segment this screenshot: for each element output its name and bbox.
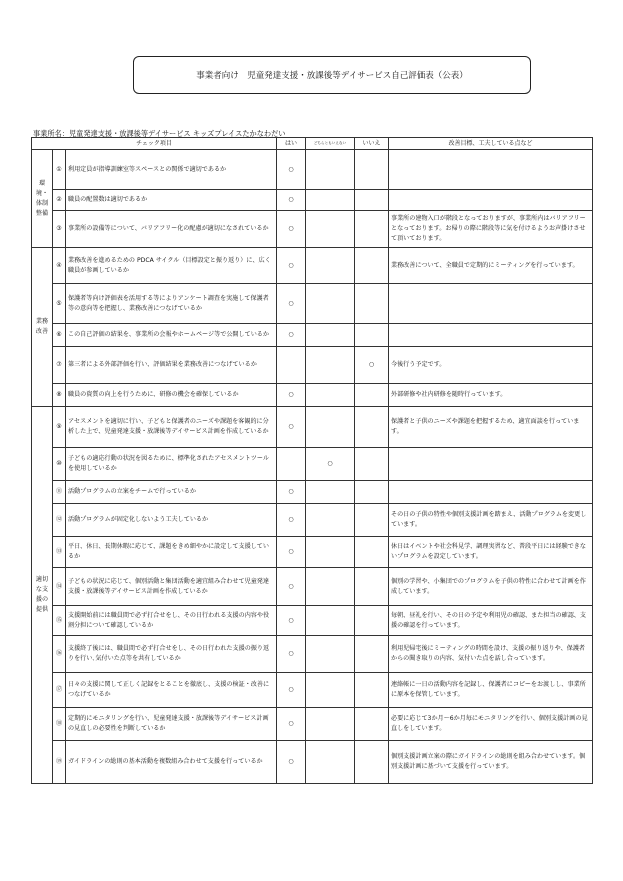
mark-no: [355, 384, 389, 407]
mark-yes: ○: [277, 481, 306, 504]
improvement-note: 個別支援計画立案の際にガイドラインの総則を組み合わせています。個別支援計画に基づいて支援を行っています。: [389, 741, 593, 784]
mark-yes: ○: [277, 504, 306, 537]
item-number: [53, 673, 66, 708]
mark-neither: [306, 606, 355, 636]
improvement-note: [389, 448, 593, 481]
check-item: ガイドラインの総則の基本活動を複数組み合わせて支援を行っているか: [66, 741, 277, 784]
mark-neither: [306, 347, 355, 384]
improvement-note: 業務改善について、全職員で定期的にミーティングを行っています。: [389, 248, 593, 284]
table-body: [32, 150, 593, 784]
improvement-note: [389, 150, 593, 190]
item-number: [53, 568, 66, 606]
item-number: [53, 190, 66, 211]
improvement-note: 休日はイベントや社会科見学、調理実習など、普段平日には経験できないプログラムを設定しています。: [389, 537, 593, 568]
mark-no: [355, 407, 389, 448]
item-number: [53, 481, 66, 504]
improvement-note: 外部研修や社内研修を随時行っています。: [389, 384, 593, 407]
mark-yes: ○: [277, 150, 306, 190]
improvement-note: [389, 324, 593, 347]
improvement-note: 今後行う予定です。: [389, 347, 593, 384]
improvement-note: [389, 190, 593, 211]
mark-yes: ○: [277, 568, 306, 606]
item-number: [53, 448, 66, 481]
item-number: [53, 150, 66, 190]
table-row: [32, 481, 593, 504]
mark-neither: [306, 481, 355, 504]
mark-yes: ○: [277, 741, 306, 784]
improvement-note: 保護者と子供のニーズや課題を把握するため、適宜面談を行っています。: [389, 407, 593, 448]
mark-no: [355, 537, 389, 568]
improvement-note: [389, 481, 593, 504]
mark-neither: [306, 384, 355, 407]
evaluation-table: [31, 137, 593, 784]
mark-yes: ○: [277, 384, 306, 407]
mark-neither: [306, 504, 355, 537]
mark-neither: [306, 211, 355, 248]
check-item: 保護者等向け評価表を活用する等によりアンケート調査を実施して保護者等の意向等を把握し、業務改善につなげているか: [66, 284, 277, 324]
mark-no: ○: [355, 347, 389, 384]
mark-neither: [306, 568, 355, 606]
mark-yes: ○: [277, 284, 306, 324]
mark-neither: [306, 190, 355, 211]
mark-yes: ○: [277, 211, 306, 248]
item-number: [53, 741, 66, 784]
mark-no: [355, 481, 389, 504]
check-item: 事業所の設備等について、バリアフリー化の配慮が適切になされているか: [66, 211, 277, 248]
check-item: この自己評価の結果を、事業所の会報やホームページ等で公開しているか: [66, 324, 277, 347]
check-item: 業務改善を進めるための PDCA サイクル（目標設定と振り返り）に、広く職員が参画しているか: [66, 248, 277, 284]
item-number-label: ③: [56, 225, 62, 232]
mark-neither: [306, 673, 355, 708]
mark-no: [355, 673, 389, 708]
mark-no: [355, 708, 389, 741]
mark-yes: ○: [277, 673, 306, 708]
mark-no: [355, 448, 389, 481]
mark-no: [355, 211, 389, 248]
mark-neither: [306, 248, 355, 284]
table-row: [32, 190, 593, 211]
mark-no: [355, 324, 389, 347]
improvement-note: 必要に応じて3か月～6か月毎にモニタリングを行い、個別支援計画の見直しをしています。: [389, 708, 593, 741]
category-environment: 環境・体制整備: [32, 150, 53, 248]
improvement-note: 連絡帳に一日の活動内容を記録し、保護者にコピーをお渡しし、事業所に原本を保管しています。: [389, 673, 593, 708]
header-check-item: チェック項目: [32, 138, 277, 150]
item-number-label: ⑬: [55, 548, 63, 555]
item-number-label: ①: [56, 165, 62, 173]
check-item: 活動プログラムが固定化しないよう工夫しているか: [66, 504, 277, 537]
mark-yes: ○: [277, 537, 306, 568]
check-item: 支援開始前には職員間で必ず打合せをし、その日行われる支援の内容や役割分担について確認しているか: [66, 606, 277, 636]
improvement-note: その日の子供の特性や個別支援計画を踏まえ、活動プログラムを変更しています。: [389, 504, 593, 537]
item-number: [53, 347, 66, 384]
mark-neither: [306, 636, 355, 673]
mark-yes: ○: [277, 708, 306, 741]
improvement-note: 事業所の建物入口が階段となっておりますが、事業所内はバリアフリーとなっております。お帰りの際に階段等に気を付けるようお声掛けさせて頂いております。: [389, 211, 593, 248]
item-number-label: ⑭: [55, 582, 63, 590]
mark-yes: ○: [277, 324, 306, 347]
item-number-label: ⑮: [55, 616, 63, 624]
item-number: [53, 636, 66, 673]
mark-yes: ○: [277, 190, 306, 211]
header-yes: はい: [277, 138, 306, 150]
mark-neither: [306, 537, 355, 568]
improvement-note: [389, 284, 593, 324]
mark-neither: [306, 708, 355, 741]
check-item: 利用定員が指導訓練室等スペースとの関係で適切であるか: [66, 150, 277, 190]
check-item: 子どもの状況に応じて、個別活動と集団活動を適宜組み合わせて児童発達支援・放課後等デイサービス計画を作成しているか: [66, 568, 277, 606]
item-number: [53, 324, 66, 347]
item-number-label: ⑪: [55, 488, 63, 495]
mark-yes: ○: [277, 248, 306, 284]
check-item: アセスメントを適切に行い、子どもと保護者のニーズや課題を客観的に分析した上で、児童発達支援・放課後等デイサービス計画を作成しているか: [66, 407, 277, 448]
check-item: 平日、休日、長期休暇に応じて、課題をきめ細やかに設定して支援しているか: [66, 537, 277, 568]
mark-yes: [277, 347, 306, 384]
table-row: [32, 248, 593, 284]
table-row: [32, 448, 593, 481]
mark-neither: [306, 407, 355, 448]
item-number-label: ②: [56, 196, 62, 203]
item-number: [53, 384, 66, 407]
document-title: 事業者向け 児童発達支援・放課後等デイサービス自己評価表（公表）: [196, 71, 468, 81]
header-neither: どちらともいえない: [306, 138, 355, 150]
category-business: 業務改善: [32, 248, 53, 407]
mark-no: [355, 150, 389, 190]
check-item: 定期的にモニタリングを行い、児童発達支援・放課後等デイサービス計画の見直しの必要性を判断しているか: [66, 708, 277, 741]
item-number-label: ⑫: [55, 516, 63, 523]
category-support: 適切な支援の提供: [32, 407, 53, 784]
improvement-note: 毎朝、昼礼を行い、その日の予定や利用児の確認、また担当の確認、支援の確認を行っています。: [389, 606, 593, 636]
item-number: [53, 284, 66, 324]
improvement-note: 個別の学習や、小集団でのプログラムを子供の特性に合わせて計画を作成しています。: [389, 568, 593, 606]
table-row: [32, 211, 593, 248]
mark-neither: [306, 150, 355, 190]
item-number: [53, 606, 66, 636]
check-item: 第三者による外部評価を行い、評価結果を業務改善につなげているか: [66, 347, 277, 384]
table-row: [32, 407, 593, 448]
check-item: 日々の支援に関して正しく記録をとることを徹底し、支援の検証・改善につなげているか: [66, 673, 277, 708]
mark-no: [355, 741, 389, 784]
table-row: [32, 384, 593, 407]
check-item: 子どもの適応行動の状況を図るために、標準化されたアセスメントツールを使用しているか: [66, 448, 277, 481]
table-row: [32, 537, 593, 568]
item-number-label: ④: [56, 261, 62, 269]
mark-yes: ○: [277, 407, 306, 448]
table-row: [32, 347, 593, 384]
check-item: 活動プログラムの立案をチームで行っているか: [66, 481, 277, 504]
table-row: [32, 636, 593, 673]
mark-no: [355, 248, 389, 284]
mark-no: [355, 504, 389, 537]
header-improvement: 改善目標、工夫している点など: [389, 138, 593, 150]
mark-no: [355, 606, 389, 636]
item-number-label: ⑱: [55, 720, 63, 727]
table-row: [32, 150, 593, 190]
table-row: [32, 741, 593, 784]
mark-yes: ○: [277, 636, 306, 673]
item-number-label: ⑩: [56, 460, 62, 467]
check-item: 職員の配置数は適切であるか: [66, 190, 277, 211]
mark-neither: [306, 741, 355, 784]
item-number-label: ⑦: [56, 361, 62, 368]
mark-neither: [306, 324, 355, 347]
document-title-box: [133, 56, 531, 94]
mark-yes: ○: [277, 606, 306, 636]
table-row: [32, 606, 593, 636]
mark-yes: [277, 448, 306, 481]
header-no: いいえ: [355, 138, 389, 150]
item-number: [53, 708, 66, 741]
mark-neither: ○: [306, 448, 355, 481]
table-row: [32, 284, 593, 324]
item-number-label: ⑲: [55, 758, 63, 765]
mark-no: [355, 284, 389, 324]
table-row: [32, 568, 593, 606]
item-number: [53, 211, 66, 248]
mark-no: [355, 190, 389, 211]
item-number-label: ⑤: [56, 299, 62, 307]
item-number-label: ⑨: [56, 423, 62, 430]
table-row: [32, 324, 593, 347]
mark-neither: [306, 284, 355, 324]
item-number-label: ⑥: [56, 331, 62, 338]
office-name: 事業所名：児童発達支援・放課後等デイサービス キッズプレイスたかなわだい: [33, 129, 286, 138]
item-number: [53, 407, 66, 448]
check-item: 職員の資質の向上を行うために、研修の機会を確保しているか: [66, 384, 277, 407]
table-row: [32, 708, 593, 741]
item-number-label: ⑧: [56, 391, 62, 398]
check-item: 支援終了後には、職員間で必ず打合せをし、その日行われた支援の振り返りを行い､気付いた点等を共有しているか: [66, 636, 277, 673]
table-row: [32, 673, 593, 708]
table-header-row: [32, 138, 593, 150]
item-number-label: ⑯: [55, 650, 63, 657]
mark-no: [355, 568, 389, 606]
table-row: [32, 504, 593, 537]
item-number: [53, 504, 66, 537]
item-number-label: ⑰: [55, 686, 63, 693]
improvement-note: 利用児帰宅後にミーティングの時間を設け、支援の振り返りや、保護者からの聞き取りの内容、気付いた点を話し合っています。: [389, 636, 593, 673]
item-number: [53, 248, 66, 284]
mark-no: [355, 636, 389, 673]
item-number: [53, 537, 66, 568]
